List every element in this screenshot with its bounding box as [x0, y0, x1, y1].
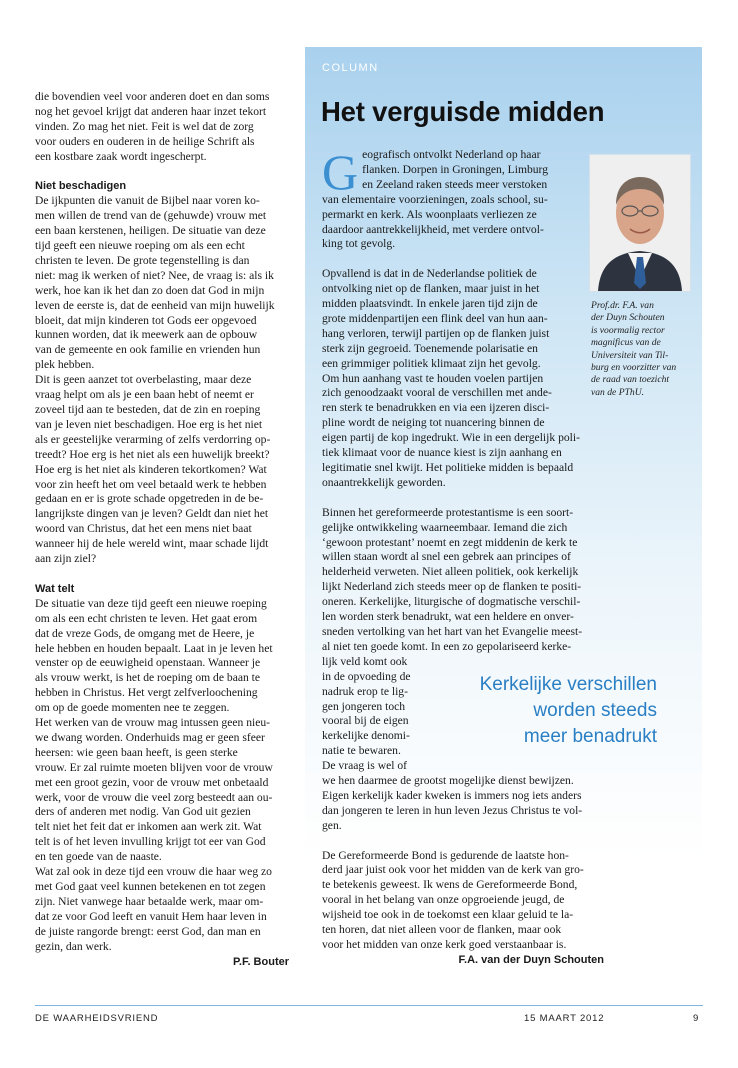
text-line: voor het midden van onze kerk goed verstaanbaar is. — [322, 937, 567, 951]
section-heading-niet-beschadigen: Niet beschadigen — [35, 180, 127, 193]
text-line: oneren. Kerkelijke, liturgische of dogmatische verschil- — [322, 595, 581, 609]
text-line: dan jongeren te leren in hun leven Jezus Christus te vol- — [322, 803, 583, 817]
text-line: een grimmiger politiek klimaat zijn het gevolg. — [322, 356, 541, 370]
text-line: christen te leven. De grote tegenstelling is dan — [35, 253, 250, 267]
text-line: daardoor aantrekkelijkheid, met verdere ontvol- — [322, 222, 544, 236]
pull-quote-line: Kerkelijke verschillen — [479, 674, 657, 695]
text-line: niet: mag ik werken of niet? Nee, de vraag is: als ik — [35, 268, 274, 282]
text-line: eografisch ontvolkt Nederland op haar — [362, 148, 541, 161]
text-line: te betekenis geweest. Ik wens de Gereformeerde Bond, — [322, 878, 578, 892]
author-signature-bouter: P.F. Bouter — [232, 955, 289, 968]
text-line: zich genoodzaakt vooral de verschillen met ande- — [322, 386, 552, 400]
text-line: len worden sterk benadrukt, wat een heldere en onver- — [322, 610, 574, 624]
text-line: woord van Christus, dat het een mens niet baat — [35, 522, 252, 536]
footer-publication: DE WAARHEIDSVRIEND — [35, 1013, 159, 1024]
text-line: gen jongeren toch — [322, 699, 406, 713]
text-line: bloeit, dat mijn kinderen tot Gods eer opgevoed — [35, 313, 257, 327]
text-line: lijk veld komt ook — [322, 654, 408, 668]
text-line: vooral in het belang van onze opgroeiende jeugd, de — [322, 893, 565, 907]
intro-paragraph — [35, 90, 289, 165]
text-line: De situatie van deze tijd geeft een nieuwe roeping — [35, 596, 267, 610]
paragraph-2 — [322, 267, 604, 491]
text-line: werk, voor de vrouw die veel zorg besteedt aan ou- — [35, 790, 273, 804]
text-line: langrijkste dingen van je leven? Geldt dan niet het — [35, 507, 269, 521]
text-line: hang verloren, terwijl partijen op de flanken juist — [322, 326, 550, 340]
text-line: we dwang worden. Onderhuids mag er geen sfeer — [35, 730, 265, 744]
text-line: die bovendien veel voor anderen doet en dan soms — [35, 90, 270, 103]
text-line: onaantrekkelijk geworden. — [322, 475, 446, 489]
text-line: om op de goede momenten nee te zeggen. — [35, 701, 230, 715]
text-line: flanken. Dorpen in Groningen, Limburg — [362, 162, 548, 176]
text-line: dat de vreze Gods, de omgang met de Heere, je — [35, 626, 255, 640]
text-line: van elementaire voorzieningen, zoals school, su- — [322, 192, 548, 206]
author-signature-van-der-duyn-schouten: F.A. van der Duyn Schouten — [458, 953, 604, 966]
left-column-article — [35, 90, 289, 969]
section1-body — [35, 194, 289, 567]
text-line: wijsheid toe ook in de toekomst een klaar geluid te la- — [322, 908, 574, 922]
text-line: helderheid verweten. Niet alleen politiek, ook kerkelijk — [322, 565, 579, 579]
author-photo — [589, 154, 691, 292]
text-line: dat ze voor God leeft en vanuit Hem haar leven in — [35, 909, 267, 923]
text-line: gelijke ontwikkeling waarneembaar. Iemand die zich — [322, 520, 568, 534]
text-line: natie te bewaren. — [322, 744, 401, 758]
text-line: ontvolking niet op de flanken, maar juist in het — [322, 282, 540, 296]
text-line: permarkt en kerk. Als woonplaats verliezen ze — [322, 207, 537, 221]
caption-line: de raad van toezicht — [591, 374, 670, 386]
text-line: ren sterk te benadrukken en via een ijzeren disci- — [322, 401, 550, 415]
text-line: legitimatie snel kwijt. Het politieke midden is bepaald — [322, 461, 574, 475]
pull-quote — [430, 672, 657, 750]
text-line: werk, hoe kan ik het dan zo doen dat God in mijn — [35, 283, 265, 297]
text-line: Dit is geen aanzet tot overbelasting, maar deze — [35, 373, 252, 387]
text-line: vinden. Zo mag het niet. Feit is wel dat de zorg — [35, 119, 254, 133]
paragraph-4 — [322, 849, 604, 953]
text-line: gezin, dan werk. — [35, 939, 112, 953]
section-heading-wat-telt: Wat telt — [35, 582, 75, 595]
text-line: gedaan en er is grote schade opgetreden in de be- — [35, 492, 264, 506]
photo-caption — [591, 300, 703, 399]
text-line: hebben in Christus. Het vergt zelfverloochening — [35, 686, 258, 700]
text-line: vrouw. Er zal ruimte moeten blijven voor de vrouw — [35, 760, 273, 774]
text-line: vraag helpt om als je een baan hebt of neemt er — [35, 388, 254, 402]
caption-line: is voormalig rector — [591, 324, 665, 336]
text-line: De vraag is wel of — [322, 759, 407, 773]
text-line: met een groot gezin, voor de vrouw met onbetaald — [35, 775, 269, 789]
footer-date: 15 MAART 2012 — [524, 1013, 605, 1024]
text-line: gen. — [322, 818, 342, 832]
caption-line: Universiteit van Til- — [591, 349, 669, 361]
text-line: voor zin heeft het om veel betaald werk te hebben — [35, 477, 267, 491]
text-line: wanneer hij de hele wereld wint, maar schade lijdt — [35, 537, 269, 551]
text-line: treedt? Hoe erg is het niet als een huwelijk breekt? — [35, 447, 270, 461]
pull-quote-line: worden steeds — [533, 700, 657, 721]
text-line: van je leven niet beschadigen. Hoe erg is het niet — [35, 417, 263, 431]
text-line: ‘gewoon protestant’ noemt en zegt middenin de kerk te — [322, 535, 578, 549]
text-line: ders of anderen met nodig. Van God uit gezien — [35, 805, 251, 819]
footer-page-number: 9 — [693, 1013, 700, 1024]
text-line: pline wordt de neiging tot nuancering binnen de — [322, 416, 545, 430]
text-line: en Zeeland raken steeds meer verstoken — [362, 177, 548, 191]
text-line: De Gereformeerde Bond is gedurende de laatste hon- — [322, 848, 569, 862]
text-line: lijkt Nederland zich steeds meer op de flanken te positi- — [322, 580, 582, 594]
text-line: Eigen kerkelijk kader kweken is immers nog iets anders — [322, 788, 582, 802]
text-line: nadruk erop te lig- — [322, 684, 408, 698]
text-line: derd jaar juist ook voor het midden van de kerk van gro- — [322, 863, 584, 877]
text-line: als vrouw werkt, is het de roeping om de baan te — [35, 671, 261, 685]
text-line: Binnen het gereformeerde protestantisme is een soort- — [322, 505, 574, 519]
text-line: hele hebben en houden bepaalt. Laat in je leven het — [35, 641, 273, 655]
text-line: Om hun aanhang vast te houden voelen partijen — [322, 371, 544, 385]
text-line: Wat zal ook in deze tijd een vrouw die haar weg zo — [35, 865, 272, 879]
text-line: telt is of het leven invulling krijgt tot eer van God — [35, 835, 266, 849]
caption-line: burg en voorzitter van — [591, 362, 677, 374]
section2-body — [35, 597, 289, 955]
text-line: met God gaat veel kunnen betekenen en tot zegen — [35, 880, 266, 893]
text-line: eigen partij de kop ingedrukt. Wie in een dergelijk poli- — [322, 431, 580, 445]
text-line: Hoe erg is het niet als kinderen tekortkomen? Wat — [35, 462, 267, 476]
text-line: plek hebben. — [35, 358, 95, 372]
text-line: heersen: wie geen baan heeft, is geen sterke — [35, 745, 238, 759]
text-line: king tot gevolg. — [322, 237, 396, 251]
drop-cap: G — [322, 144, 359, 200]
caption-line: magnificus van de — [591, 337, 661, 349]
text-line: als er geestelijke verarming of zelfs verdorring op- — [35, 432, 271, 446]
text-line: ten horen, dat niet alleen voor de flanken, maar ook — [322, 923, 562, 937]
text-line: zoveel tijd aan te besteden, dat de zin en roeping — [35, 403, 261, 417]
caption-line: Prof.dr. F.A. van — [591, 300, 654, 311]
column-article — [322, 144, 604, 968]
paragraph-1 — [322, 144, 604, 252]
text-line: De ijkpunten die vanuit de Bijbel naar voren ko- — [35, 194, 260, 208]
text-line: we hen daarmee de grootst mogelijke dienst bewijzen. — [322, 774, 574, 788]
footer-divider — [35, 1005, 703, 1006]
text-line: sterk zijn gegroeid. Toenemende polarisatie en — [322, 341, 538, 355]
text-line: leven de eerste is, dat de eenheid van mijn huwelijk — [35, 298, 275, 312]
text-line: om als een echt christen te leven. Het gaat erom — [35, 611, 258, 625]
caption-line: der Duyn Schouten — [591, 312, 665, 324]
column-kicker: COLUMN — [322, 62, 379, 74]
text-line: willen staan wordt al snel een gebrek aan principes of — [322, 550, 571, 564]
column-headline: Het verguisde midden — [321, 96, 605, 127]
text-line: de juiste rangorde brengt: eerst God, dan man en — [35, 924, 261, 938]
caption-line: van de PThU. — [591, 386, 645, 398]
text-line: tiek klimaat voor de nuance kiest is zijn aanhang en — [322, 446, 562, 460]
text-line: een kostbare zaak wordt ingescherpt. — [35, 149, 207, 163]
text-line: tijd geeft een nieuwe roeping om als een echt — [35, 239, 245, 253]
text-line: aan zijn ziel? — [35, 552, 97, 566]
text-line: al niet ten goede komt. In een zo gepolariseerd kerke- — [322, 639, 572, 653]
text-line: nog het gevoel krijgt dat anderen haar inzet tekort — [35, 104, 267, 118]
text-line: telt niet het feit dat er inkomen aan werk zit. Wat — [35, 820, 262, 834]
text-line: en ten goede van de naaste. — [35, 850, 162, 864]
pull-quote-line: meer benadrukt — [523, 726, 657, 747]
text-line: voor ouders en ouderen in de heilige Schrift als — [35, 134, 255, 148]
text-line: een baan kerstenen, heiligen. De situatie van deze — [35, 224, 266, 238]
text-line: kerkelijke denomi- — [322, 729, 410, 743]
text-line: grote middenpartijen een flink deel van hun aan- — [322, 311, 548, 325]
text-line: in de opvoeding de — [322, 669, 411, 683]
text-line: midden plaatsvindt. In enkele jaren tijd zijn de — [322, 297, 538, 311]
author-portrait-illustration — [590, 155, 690, 291]
text-line: sneden vertolking van het hart van het Evangelie meest- — [322, 624, 583, 638]
text-line: zijn. Niet vanwege haar betaalde werk, maar om- — [35, 894, 264, 908]
text-line: Het werken van de vrouw mag intussen geen nieu- — [35, 716, 271, 730]
text-line: Opvallend is dat in de Nederlandse politiek de — [322, 267, 537, 281]
paragraph-3 — [322, 506, 604, 834]
text-line: men willen de trend van de (gehuwde) vrouw met — [35, 209, 267, 223]
text-line: van de gemeente en ook familie en vrienden hun — [35, 343, 261, 357]
text-line: venster op de eeuwigheid openstaan. Wanneer je — [35, 656, 261, 670]
text-line: kunnen worden, dat ik meewerk aan de opbouw — [35, 328, 258, 342]
text-line: vooral bij de eigen — [322, 714, 409, 728]
